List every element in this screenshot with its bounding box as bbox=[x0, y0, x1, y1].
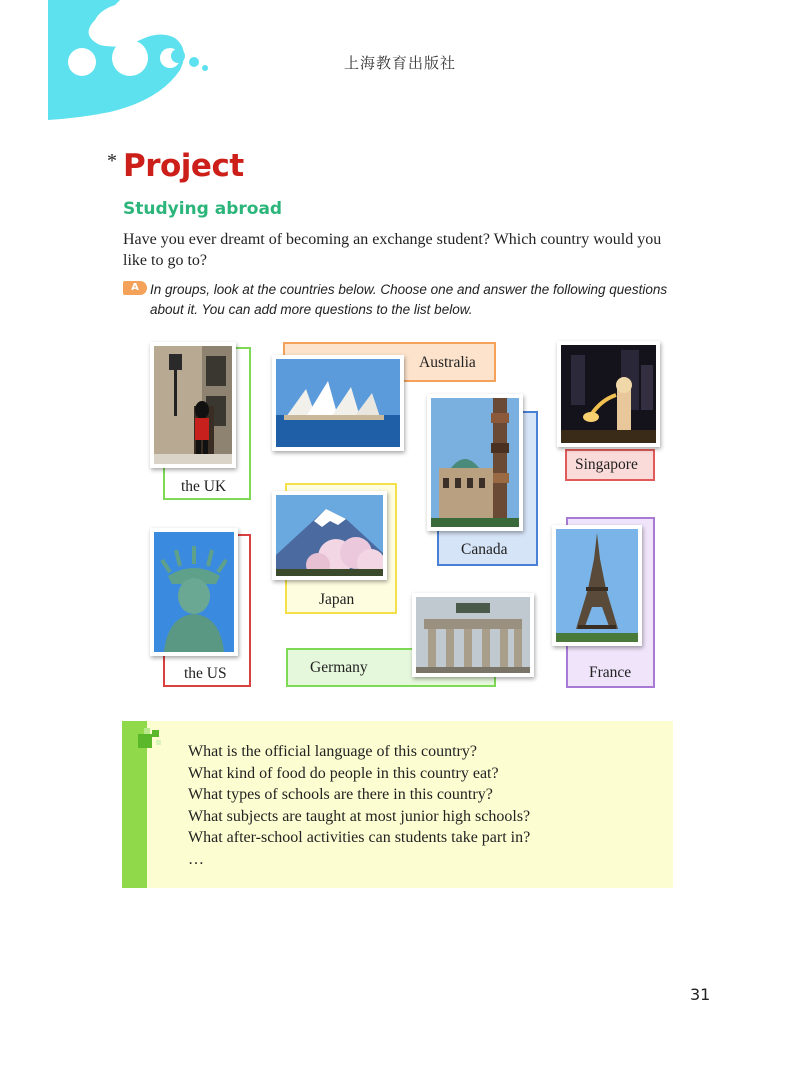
japan-label: Japan bbox=[319, 591, 355, 608]
task-badge: A bbox=[123, 281, 147, 295]
us-label: the US bbox=[184, 665, 227, 682]
question-item: What is the official language of this country? bbox=[188, 743, 477, 760]
australia-label: Australia bbox=[419, 354, 476, 371]
optional-marker: * bbox=[107, 150, 117, 172]
section-title: Project bbox=[123, 148, 244, 184]
intro-text: Have you ever dreamt of becoming an exchange student? Which country would you like to go to? bbox=[123, 231, 662, 269]
singapore-photo bbox=[557, 341, 660, 447]
page-number: 31 bbox=[690, 985, 711, 1004]
question-item: What kind of food do people in this country eat? bbox=[188, 764, 499, 782]
france-photo bbox=[552, 525, 642, 646]
question-item: What after-school activities can students take part in? bbox=[188, 829, 531, 846]
question-item: … bbox=[188, 850, 204, 868]
singapore-label: Singapore bbox=[575, 456, 638, 473]
australia-photo bbox=[272, 355, 404, 451]
germany-photo bbox=[412, 593, 534, 677]
pixel-decoration bbox=[136, 728, 164, 752]
germany-label: Germany bbox=[310, 659, 368, 676]
japan-photo bbox=[272, 491, 387, 580]
canada-label: Canada bbox=[461, 541, 508, 558]
france-label: France bbox=[589, 664, 632, 681]
publisher-header: 上海教育出版社 bbox=[343, 54, 456, 72]
question-list bbox=[188, 741, 530, 870]
question-item: What types of schools are there in this country? bbox=[188, 786, 493, 803]
question-item: What subjects are taught at most junior high schools? bbox=[188, 807, 531, 825]
section-subtitle: Studying abroad bbox=[123, 199, 283, 219]
task-instruction: In groups, look at the countries below. Choose one and answer the following questions about it. You can add more questions to the list below. bbox=[150, 282, 668, 317]
uk-label: the UK bbox=[181, 478, 227, 495]
canada-photo bbox=[427, 394, 523, 531]
uk-photo bbox=[150, 342, 236, 468]
us-photo bbox=[150, 528, 238, 656]
